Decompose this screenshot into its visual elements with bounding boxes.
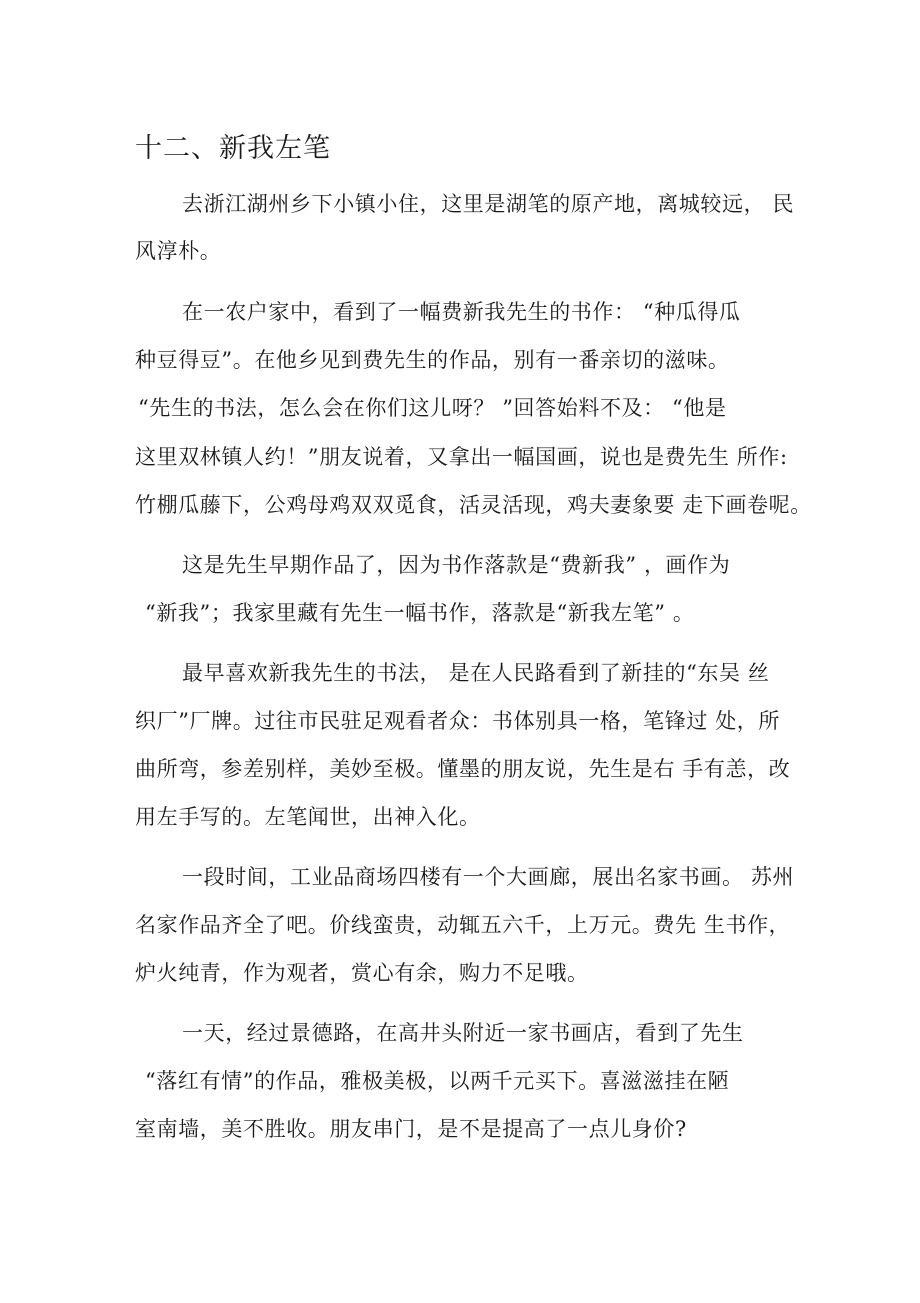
text-line: 风淳朴。 (135, 239, 222, 263)
text-line: 一天，经过景德路，在高井头附近一家书画店，看到了先生 (182, 1021, 744, 1045)
text-line: 曲所弯，参差别样，美妙至极。懂墨的朋友说，先生是右 手有恙，改 (135, 757, 791, 781)
text-line: 种豆得豆”。在他乡见到费先生的作品，别有一番亲切的滋味。 (135, 348, 730, 372)
text-line: 最早喜欢新我先生的书法， 是在人民路看到了新挂的“东吴 丝 (182, 661, 770, 685)
text-line: 去浙江湖州乡下小镇小住，这里是湖笔的原产地，离城较远， 民 (182, 192, 795, 216)
text-line: 竹棚瓜藤下，公鸡母鸡双双觅食，活灵活现，鸡夫妻象要 走下画卷呢。 (135, 493, 812, 517)
text-line: 这里双林镇人约！”朋友说着，又拿出一幅国画，说也是费先生 所作: (135, 445, 788, 469)
section-title: 十二、新我左笔 (135, 133, 331, 164)
text-line: “先生的书法，怎么会在你们这儿呀？ ”回答始料不及： “他是 (138, 396, 727, 420)
text-line: “落红有情”的作品，雅极美极，以两千元买下。喜滋滋挂在陋 (145, 1069, 730, 1093)
text-line: 炉火纯青，作为观者，赏心有余，购力不足哦。 (135, 961, 589, 985)
text-line: 一段时间，工业品商场四楼有一个大画廊，展出名家书画。 苏州 (182, 865, 795, 889)
text-line: 织厂”厂牌。过往市民驻足观看者众：书体别具一格，笔锋过 处，所 (135, 709, 781, 733)
text-line: “新我”；我家里藏有先生一幅书作，落款是“新我左笔” 。 (145, 601, 695, 625)
text-line: 名家作品齐全了吧。价线蛮贵，动辄五六千，上万元。费先 生书作， (135, 913, 791, 937)
text-line: 在一农户家中，看到了一幅费新我先生的书作： “种瓜得瓜 (182, 300, 741, 324)
text-line: 这是先生早期作品了，因为书作落款是“费新我” ，画作为 (182, 553, 731, 577)
text-line: 室南墙，美不胜收。朋友串门，是不是提高了一点儿身价? (135, 1117, 687, 1141)
text-line: 用左手写的。左笔闻世，出神入化。 (135, 805, 481, 829)
